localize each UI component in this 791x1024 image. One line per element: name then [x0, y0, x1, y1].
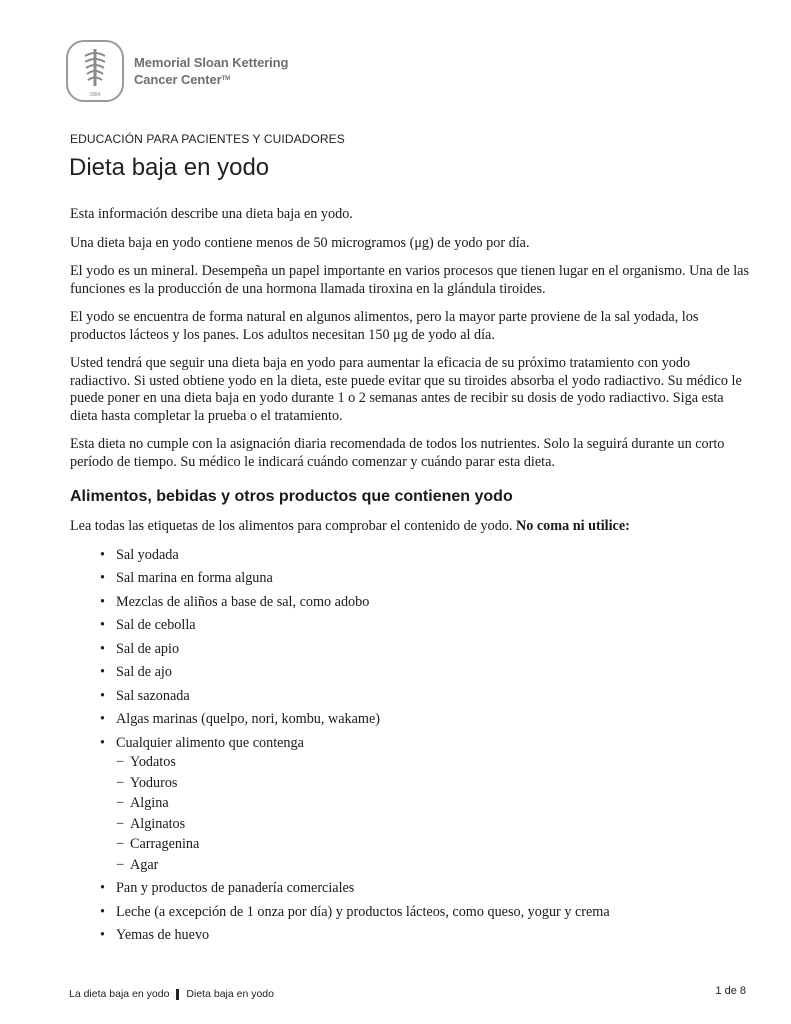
list-item-text: Algas marinas (quelpo, nori, kombu, wakame) [116, 711, 380, 727]
list-item-text: Sal de cebolla [116, 617, 196, 633]
footer-right-title: Dieta baja en yodo [186, 988, 274, 1000]
bullet-icon: • [100, 640, 105, 657]
sub-list-item-text: Algina [130, 795, 169, 811]
paragraph: Una dieta baja en yodo contiene menos de 50 microgramos (μg) de yodo por día. [70, 234, 530, 251]
logo-line-1: Memorial Sloan Kettering [134, 55, 289, 70]
dash-icon: − [116, 815, 125, 832]
list-item [70, 711, 750, 729]
paragraph: Usted tendrá que seguir una dieta baja en yodo para aumentar la eficacia de su próximo tratamiento con yodo radiactivo. Si usted obtiene yodo en la dieta, este puede evitar que su tiroides absorba el yodo radiactivo. Su médico le puede poner en una dieta baja en yodo durante 1 o 2 semanas antes de recibir su dosis de yodo radiactivo. Siga esta dieta hasta completar la prueba o el tratamiento. [70, 355, 742, 424]
list-item [70, 617, 750, 635]
document-body [70, 206, 750, 951]
list-item [70, 547, 750, 565]
page-footer [69, 988, 274, 1000]
section-intro-text: Lea todas las etiquetas de los alimentos para comprobar el contenido de yodo. [70, 518, 513, 534]
sub-list-item [116, 754, 750, 772]
bullet-icon: • [100, 903, 105, 920]
avoid-list [70, 547, 750, 945]
section-intro-bold: No coma ni utilice: [515, 518, 630, 534]
paragraph: Esta información describe una dieta baja en yodo. [70, 206, 353, 222]
trademark: TM [221, 76, 231, 82]
list-item-text: Mezclas de aliños a base de sal, como adobo [116, 593, 370, 610]
sub-list-item [116, 795, 750, 813]
list-item [70, 688, 750, 706]
sub-list-item-text: Agar [130, 856, 159, 873]
list-item [70, 735, 750, 875]
sub-list-item [116, 816, 750, 834]
list-item [70, 641, 750, 659]
caduceus-tree-icon [68, 42, 122, 100]
list-item [70, 664, 750, 682]
sub-list-item [116, 836, 750, 854]
list-item-text: Pan y productos de panadería comerciales [116, 880, 355, 896]
bullet-icon: • [100, 734, 105, 751]
sub-list-item-text: Yodatos [130, 754, 176, 770]
paragraph: El yodo se encuentra de forma natural en algunos alimentos, pero la mayor parte proviene de la sal yodada, los productos lácteos y los panes. Los adultos necesitan 150 μg de yodo al día. [70, 309, 699, 343]
bullet-icon: • [100, 593, 105, 610]
bullet-icon: • [100, 880, 105, 896]
msk-seal [66, 40, 124, 102]
dash-icon: − [116, 836, 125, 852]
dash-icon: − [116, 795, 125, 811]
sub-list-item [116, 857, 750, 875]
list-item-text: Sal de apio [116, 640, 180, 657]
logo-line-2 [134, 71, 288, 88]
eyebrow-label: EDUCACIÓN PARA PACIENTES Y CUIDADORES [70, 132, 345, 146]
list-item [70, 880, 750, 898]
dash-icon: − [116, 754, 125, 770]
dash-icon: − [116, 774, 125, 791]
list-item-text: Sal marina en forma alguna [116, 570, 273, 586]
dash-icon: − [116, 856, 125, 873]
bullet-icon: • [100, 664, 105, 680]
page-number: 1 de 8 [715, 985, 746, 997]
page-title: Dieta baja en yodo [69, 154, 270, 181]
sub-list-item-text: Alginatos [130, 815, 186, 832]
footer-separator [176, 989, 179, 1000]
section-intro [70, 518, 750, 536]
bullet-icon: • [100, 711, 105, 727]
list-item-text: Leche (a excepción de 1 onza por día) y productos lácteos, como queso, yogur y crema [116, 903, 610, 920]
list-item [70, 594, 750, 612]
list-item [70, 904, 750, 922]
section-heading: Alimentos, bebidas y otros productos que contienen yodo [70, 488, 513, 505]
list-item-text: Sal sazonada [116, 687, 190, 704]
sub-list-item-text: Yoduros [130, 774, 178, 791]
sub-list-item-text: Carragenina [130, 836, 200, 852]
paragraph: El yodo es un mineral. Desempeña un papel importante en varios procesos que tienen lugar en el organismo. Una de las funciones es la producción de una hormona llamada tiroxina en la glándula tiroides. [70, 263, 749, 297]
list-item-text: Cualquier alimento que contenga [116, 734, 304, 751]
logo-wordmark [134, 54, 288, 88]
list-item-text: Sal yodada [116, 546, 179, 563]
bullet-icon: • [100, 687, 105, 704]
seal-year: 1884 [89, 92, 101, 98]
sub-list-item [116, 775, 750, 793]
bullet-icon: • [100, 617, 105, 633]
msk-logo [66, 40, 288, 102]
sub-list [116, 754, 750, 874]
bullet-icon: • [100, 927, 105, 943]
list-item [70, 927, 750, 945]
list-item-text: Yemas de huevo [116, 927, 210, 943]
bullet-icon: • [100, 570, 105, 586]
logo-line-2-text: Cancer Center [134, 72, 222, 87]
footer-left-title: La dieta baja en yodo [69, 988, 170, 1000]
list-item-text: Sal de ajo [116, 664, 172, 680]
list-item [70, 570, 750, 588]
bullet-icon: • [100, 546, 105, 563]
paragraph: Esta dieta no cumple con la asignación diaria recomendada de todos los nutrientes. Solo la seguirá durante un corto período de tiempo. Su médico le indicará cuándo comenzar y cuándo parar esta dieta. [70, 436, 725, 470]
